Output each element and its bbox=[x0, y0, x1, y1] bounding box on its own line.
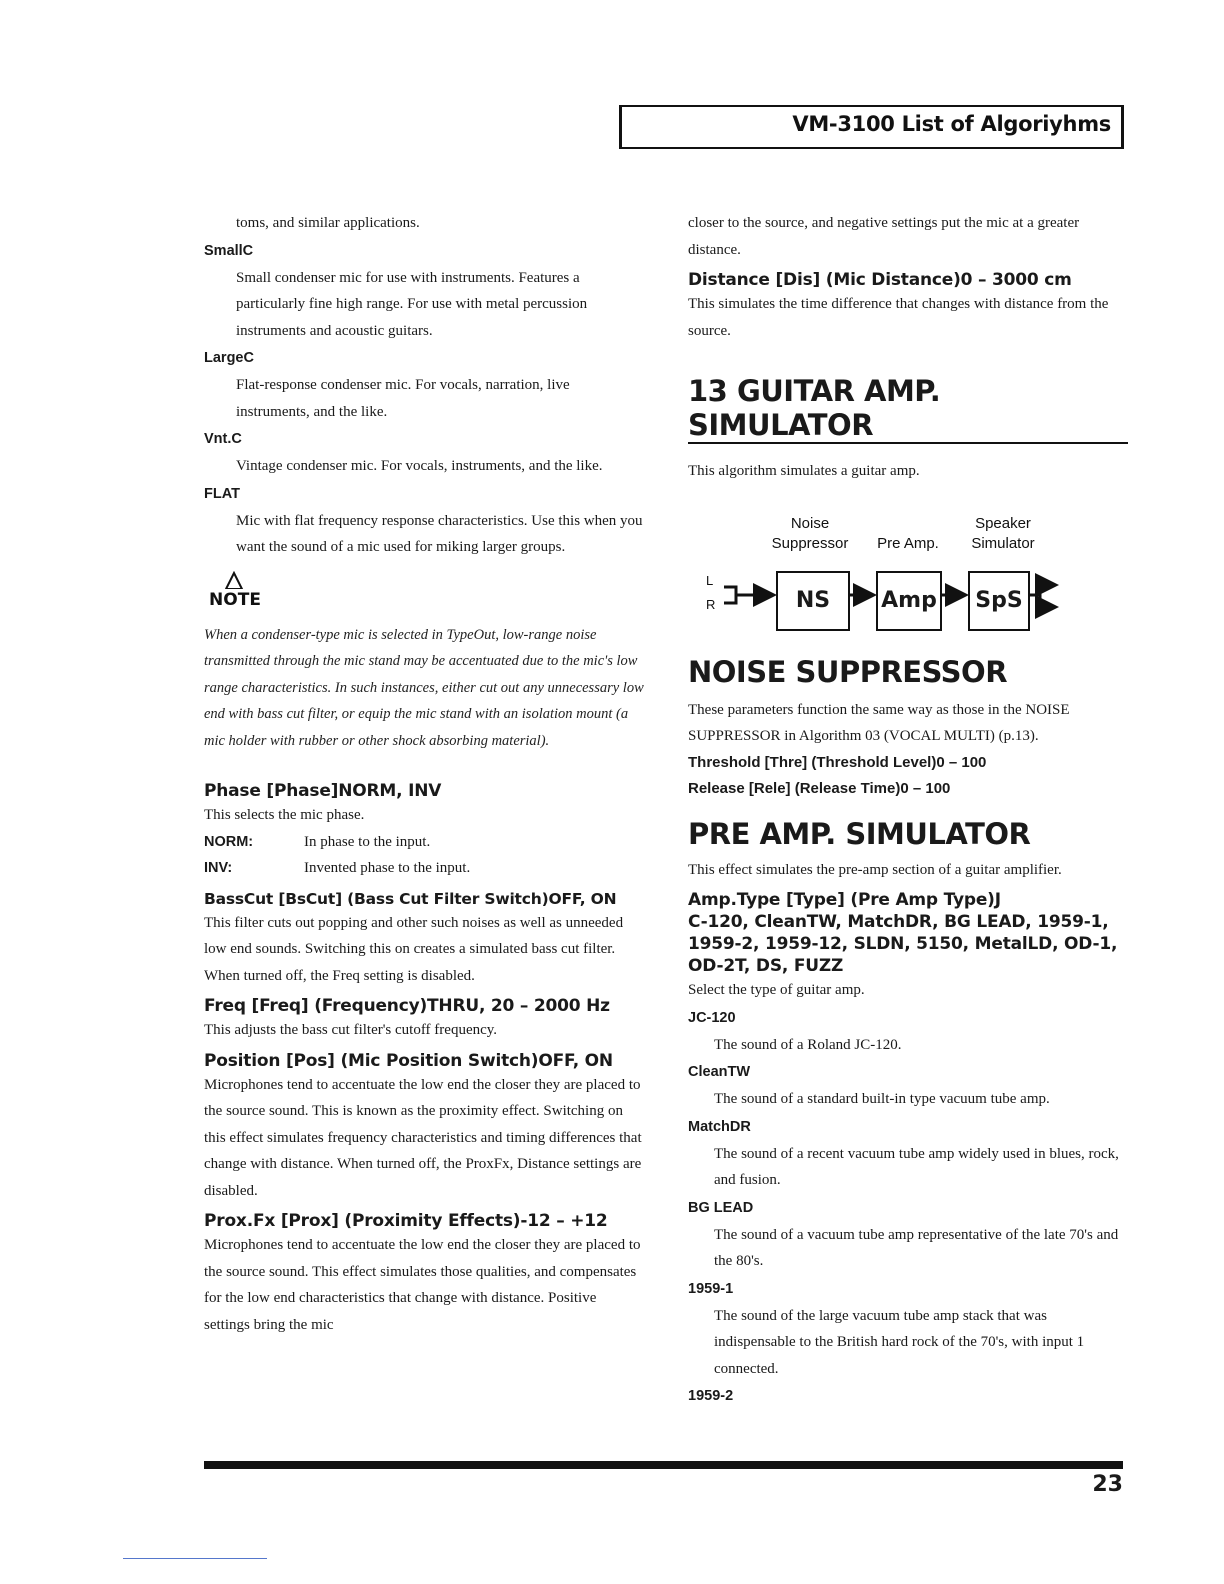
mic-desc: Flat-response condenser mic. For vocals, narration, live instruments, and the like. bbox=[236, 377, 570, 420]
position-desc: Microphones tend to accentuate the low end the closer they are placed to the source sound. This is known as the proximity effect. Switching on this effect simulates frequency characteristics and timing differences that change with distance. When turned off, the ProxFx, Distance settings are disabled. bbox=[204, 1076, 642, 1199]
input-l-label: L bbox=[706, 572, 714, 588]
amp-type-name: MatchDR bbox=[688, 1118, 751, 1135]
mic-name: Vnt.C bbox=[204, 431, 242, 447]
page-number: 23 bbox=[1092, 1472, 1123, 1497]
running-header bbox=[619, 105, 1124, 149]
preamp-title: PRE AMP. SIMULATOR bbox=[688, 816, 1031, 851]
amp-type-name: CleanTW bbox=[688, 1064, 751, 1080]
phase-options bbox=[204, 829, 644, 882]
option-key: NORM: bbox=[204, 833, 254, 850]
sps-label-1: Speaker bbox=[975, 514, 1031, 532]
ns-block: NS bbox=[776, 571, 850, 631]
amptype-desc: Select the type of guitar amp. bbox=[688, 982, 865, 998]
header-title: VM-3100 List of Algoriyhms bbox=[792, 112, 1111, 136]
amp-type-name: 1959-1 bbox=[688, 1280, 734, 1297]
sps-block: SpS bbox=[968, 571, 1030, 631]
section-desc: This algorithm simulates a guitar amp. bbox=[688, 463, 920, 479]
distance-heading: Distance [Dis] (Mic Distance)0 – 3000 cm bbox=[688, 270, 1072, 290]
signal-flow-diagram bbox=[688, 503, 1128, 633]
amp-type-desc: The sound of the large vacuum tube amp stack that was indispensable to the British hard rock of the 70's, with input 1 connected. bbox=[714, 1307, 1085, 1377]
input-r-label: R bbox=[706, 596, 716, 612]
amptype-heading: Amp.Type [Type] (Pre Amp Type)J bbox=[688, 890, 1001, 910]
amp-type-desc: The sound of a standard built-in type vacuum tube amp. bbox=[714, 1091, 1050, 1107]
amp-block: Amp bbox=[876, 571, 942, 631]
release-param: Release [Rele] (Release Time)0 – 100 bbox=[688, 780, 951, 797]
option-key: INV: bbox=[204, 860, 233, 876]
amp-type-desc: The sound of a Roland JC-120. bbox=[714, 1036, 902, 1053]
ns-label-2: Suppressor bbox=[771, 534, 849, 552]
amp-label: Pre Amp. bbox=[877, 534, 939, 552]
distance-desc: This simulates the time difference that changes with distance from the source. bbox=[688, 296, 1109, 339]
mic-desc: Vintage condenser mic. For vocals, instruments, and the like. bbox=[236, 458, 603, 474]
proxfx-heading: Prox.Fx [Prox] (Proximity Effects)-12 – +12 bbox=[204, 1211, 608, 1231]
mic-name: FLAT bbox=[204, 485, 240, 502]
amp-type-name: BG LEAD bbox=[688, 1199, 754, 1216]
left-column bbox=[204, 210, 644, 1338]
basscut-heading: BassCut [BsCut] (Bass Cut Filter Switch)OFF, ON bbox=[204, 889, 617, 908]
sps-label-2: Simulator bbox=[971, 534, 1035, 552]
note-icon bbox=[204, 571, 264, 611]
preamp-desc: This effect simulates the pre-amp section of a guitar amplifier. bbox=[688, 861, 1062, 878]
position-heading: Position [Pos] (Mic Position Switch)OFF, ON bbox=[204, 1050, 613, 1071]
option-value: In phase to the input. bbox=[304, 833, 431, 850]
mic-desc: Mic with flat frequency response characteristics. Use this when you want the sound of a mic used for miking larger groups. bbox=[236, 512, 643, 555]
mic-desc: Small condenser mic for use with instruments. Features a particularly fine high range. For use with metal percussion instruments and acoustic guitars. bbox=[236, 269, 588, 339]
basscut-desc: This filter cuts out popping and other such noises as well as unneeded low end sounds. Switching this on creates a simulated bass cut filter. When turned off, the Freq setting is disabled. bbox=[204, 914, 624, 984]
amp-type-name: JC-120 bbox=[688, 1009, 736, 1026]
amp-type-desc: The sound of a vacuum tube amp representative of the late 70's and the 80's. bbox=[714, 1226, 1119, 1269]
noise-title: NOISE SUPPRESSOR bbox=[688, 654, 1008, 689]
right-column bbox=[688, 210, 1128, 1410]
footer-rule bbox=[204, 1461, 1123, 1469]
mic-name: SmallC bbox=[204, 242, 254, 259]
ns-label-1: Noise bbox=[790, 514, 830, 532]
svg-text:NOTE: NOTE bbox=[209, 589, 261, 610]
phase-desc: This selects the mic phase. bbox=[204, 807, 365, 823]
continued-text: closer to the source, and negative settings put the mic at a greater distance. bbox=[688, 215, 1080, 258]
threshold-param: Threshold [Thre] (Threshold Level)0 – 100 bbox=[688, 753, 987, 771]
section-title: 13 GUITAR AMP. SIMULATOR bbox=[688, 374, 1128, 444]
footnote-divider bbox=[123, 1558, 267, 1559]
intro-text: toms, and similar applications. bbox=[236, 215, 420, 231]
phase-heading: Phase [Phase]NORM, INV bbox=[204, 781, 442, 801]
amp-type-desc: The sound of a recent vacuum tube amp widely used in blues, rock, and fusion. bbox=[714, 1145, 1119, 1188]
proxfx-desc: Microphones tend to accentuate the low end the closer they are placed to the source sound. This effect simulates those qualities, and compensates for the low end characteristics that change with distance. Positive settings bring the mic bbox=[204, 1237, 641, 1333]
mic-name: LargeC bbox=[204, 350, 254, 366]
amp-type-name: 1959-2 bbox=[688, 1388, 734, 1404]
amptype-values: C-120, CleanTW, MatchDR, BG LEAD, 1959-1, 1959-2, 1959-12, SLDN, 5150, MetalLD, OD-1, OD-2T, DS, FUZZ bbox=[688, 912, 1118, 976]
option-value: Invented phase to the input. bbox=[304, 860, 471, 876]
freq-desc: This adjusts the bass cut filter's cutoff frequency. bbox=[204, 1022, 498, 1038]
freq-heading: Freq [Freq] (Frequency)THRU, 20 – 2000 Hz bbox=[204, 996, 610, 1016]
note-text: When a condenser-type mic is selected in TypeOut, low-range noise transmitted through the mic stand may be accentuated due to the mic's low range characteristics. In such instances, either cut out any unnecessary low end with bass cut filter, or equip the mic stand with an isolation mount (a mic holder with rubber or other shock absorbing material). bbox=[204, 626, 644, 749]
noise-desc: These parameters function the same way as those in the NOISE SUPPRESSOR in Algorithm 03 (VOCAL MULTI) (p.13). bbox=[688, 701, 1070, 744]
